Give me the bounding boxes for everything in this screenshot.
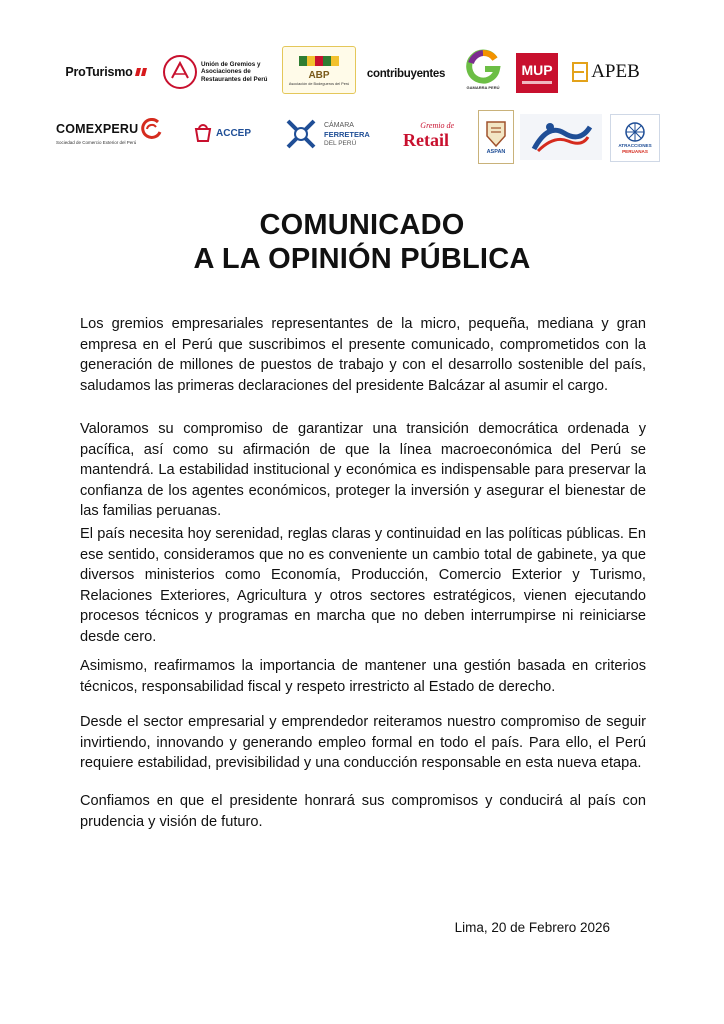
restaurant-circle-icon xyxy=(162,54,198,90)
retail-line1: Gremio de xyxy=(420,120,454,130)
apeb-wordmark: APEB xyxy=(591,61,640,82)
union-line1: Unión de Gremios y xyxy=(201,60,261,68)
logo-aspan xyxy=(478,110,514,164)
logo-proturismo xyxy=(60,60,152,84)
logo-union-gremios-restaurantes xyxy=(162,52,274,92)
mup-stripe xyxy=(522,81,552,84)
retail-line2: Retail xyxy=(403,129,449,150)
comexperu-swoosh-icon xyxy=(141,118,163,140)
logo-accep xyxy=(192,114,274,152)
gamarra-g-icon xyxy=(465,49,501,85)
atracciones-line1: ATRACCIONES xyxy=(618,143,652,148)
camara-line2: FERRETERA xyxy=(324,129,370,139)
logo-abp xyxy=(282,46,356,94)
paragraph-4: Asimismo, reafirmamos la importancia de mantener una gestión basada en criterios técnicos, responsabilidad fiscal y respeto irrestricto al Estado de derecho. xyxy=(80,658,646,695)
paragraph-5: Desde el sector empresarial y emprendedor reiteramos nuestro compromiso de seguir invirtiendo, innovando y generando empleo formal en todo el país. Para ello, el Perú requiere estabilidad, previsibilidad y una conducción responsable en esta nueva etapa. xyxy=(80,714,646,771)
title-line1: COMUNICADO xyxy=(259,209,465,241)
accep-wordmark: ACCEP xyxy=(216,127,252,139)
gamarra-caption: GAMARRA PERÚ xyxy=(466,85,500,90)
accep-cart-icon xyxy=(192,121,214,145)
abp-caption: Asociación de Bodegueros del Perú xyxy=(288,81,350,86)
mup-wordmark: MUP xyxy=(521,62,553,78)
paragraph-2: Valoramos su compromiso de garantizar una transición democrática ordenada y pacífica, así como su afirmación de que la línea macroeconómica del Perú se mantendrá. La estabilidad institucional y económica es indispensable para preservar la confianza de los agentes económicos, proteger la inversión y asegurar el bienestar de las familias peruanas. xyxy=(80,421,646,519)
proturismo-wordmark: ProTurismo xyxy=(65,65,133,79)
abp-awning-icon xyxy=(295,54,343,70)
ferris-wheel-icon xyxy=(624,121,646,143)
logo-gremio-retail xyxy=(392,110,460,160)
atracciones-line2: PERUANAS xyxy=(622,149,648,154)
page-title xyxy=(0,208,724,276)
title-line2: A LA OPINIÓN PÚBLICA xyxy=(193,243,531,275)
comexperu-wordmark: COMEXPERU xyxy=(56,122,139,136)
paragraph-1: Los gremios empresariales representantes de la micro, pequeña, mediana y gran empresa en el Perú que suscribimos el presente comunicado, comprometidos con la generación de millones de puestos de trabajo y con el desarrollo sostenible del país, saludamos las primeras declaraciones del presidente Balcázar al asumir el cargo. xyxy=(80,316,646,394)
union-line3: Restaurantes del Perú xyxy=(201,75,268,83)
union-line2: Asociaciones de xyxy=(201,68,251,76)
camara-line1: CÁMARA xyxy=(324,121,354,129)
logo-gamarra xyxy=(460,46,506,94)
apeb-mark-icon xyxy=(572,62,588,82)
logo-gremio-blue xyxy=(520,114,602,160)
paragraph-6: Confiamos en que el presidente honrará sus compromisos y conducirá al país con prudencia y visión de futuro. xyxy=(80,793,646,830)
logo-comexperu xyxy=(56,114,178,150)
camara-line3: DEL PERÚ xyxy=(324,139,357,147)
contribuyentes-wordmark: contribuyentes xyxy=(366,68,446,80)
aspan-wordmark: ASPAN xyxy=(486,149,506,155)
logo-camara-ferretera xyxy=(282,112,374,156)
aspan-shield-icon xyxy=(485,119,507,149)
comexperu-caption: Sociedad de Comercio Exterior del Perú xyxy=(56,140,137,145)
logo-contribuyentes xyxy=(362,64,450,84)
date-signoff: Lima, 20 de Febrero 2026 xyxy=(454,920,610,935)
tools-icon xyxy=(282,117,320,151)
logo-apeb xyxy=(566,58,646,86)
proturismo-flag-icon xyxy=(135,67,147,77)
abp-mark: ABP xyxy=(308,69,330,81)
paragraph-3: El país necesita hoy serenidad, reglas claras y continuidad en las políticas públicas. En ese sentido, consideramos que no es conveniente un cambio total de gabinete, ya que diversos ministerios como Economía, Producción, Comercio Exterior y Turismo, Relaciones Exteriores, Agricultura y otros sectores estratégicos, vienen ejecutando procesos técnicos y programas en marcha que no deben interrumpirse ni reiniciarse desde cero. xyxy=(80,526,646,645)
people-figure-icon xyxy=(528,119,594,155)
logo-atracciones-peruanas xyxy=(610,114,660,162)
logo-mup xyxy=(516,53,558,93)
